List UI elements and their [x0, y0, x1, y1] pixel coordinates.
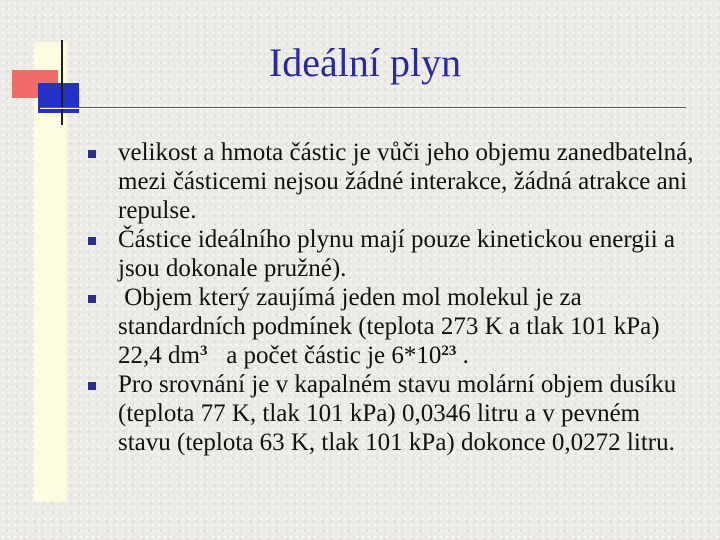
square-bullet-icon [88, 237, 96, 245]
superscript-exponent: 3 [199, 343, 208, 359]
square-bullet-icon [88, 295, 96, 303]
bullet-list [88, 138, 698, 457]
title-underline-highlight [40, 108, 686, 109]
superscript-exponent: 23 [441, 343, 457, 359]
bullet-item [88, 138, 698, 225]
bullet-text: velikost a hmota částic je vůči jeho objemu zanedbatelná, mezi částicemi nejsou žádné interakce, žádná atrakce ani repulse. [118, 139, 694, 224]
bullet-text: . [456, 342, 469, 369]
square-bullet-icon [88, 150, 96, 158]
bullet-text: Objem který zaujímá jeden mol molekul je za standardních podmínek (teplota 273 K a tlak 101 kPa) 22,4 dm [118, 284, 673, 369]
bullet-item [88, 370, 698, 457]
square-bullet-icon [88, 382, 96, 390]
bullet-text: Částice ideálního plynu mají pouze kinetickou energii a jsou dokonale pružné). [118, 226, 676, 282]
slide-title: Ideální plyn [268, 40, 462, 85]
bullet-item [88, 225, 698, 283]
bullet-text: Pro srovnání je v kapalném stavu molární objem dusíku (teplota 77 K, tlak 101 kPa) 0,0346 litru a v pevném stavu (teplota 63 K, tlak 101 kPa) dokonce 0,0272 litru. [118, 371, 677, 456]
bullet-text: a počet částic je 6*10 [207, 342, 442, 369]
bullet-item [88, 283, 698, 370]
